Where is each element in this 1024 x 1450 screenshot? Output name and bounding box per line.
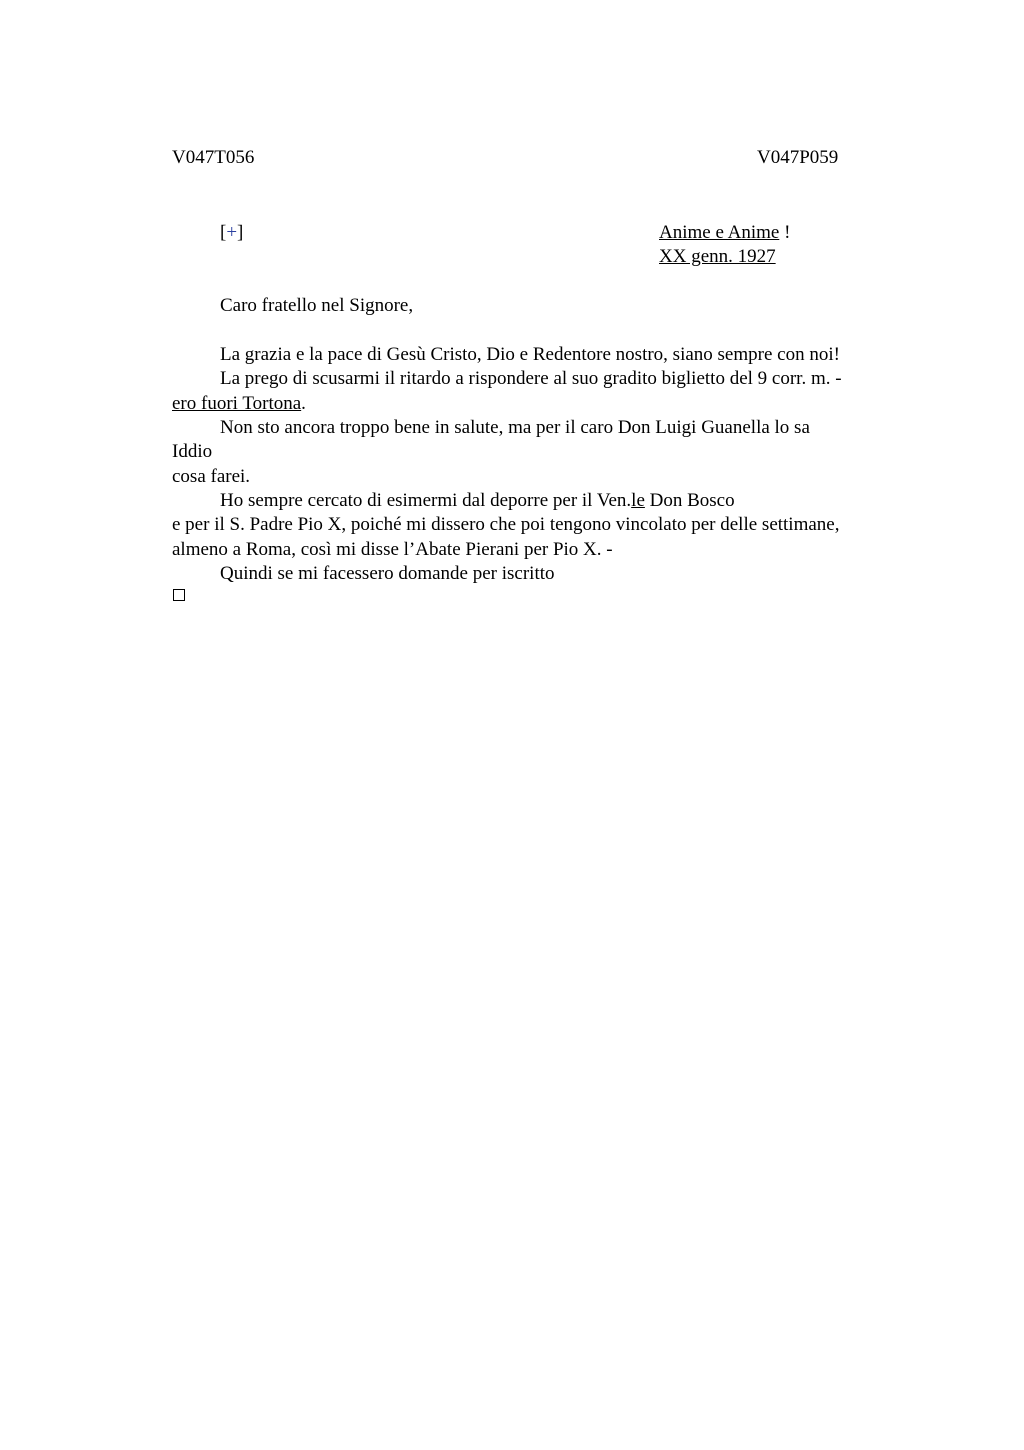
bracket-close: ] (237, 222, 244, 243)
paragraph-5-line-1: Quindi se mi facessero domande per iscritto (220, 563, 555, 584)
letter-title-suffix: ! (779, 222, 791, 243)
page-end-box-icon (173, 589, 185, 601)
paragraph-4-line-2: e per il S. Padre Pio X, poiché mi dissero che poi tengono vincolato per delle settimane, (172, 514, 840, 535)
cross-icon: + (226, 222, 238, 243)
letter-title-text: Anime e Anime (659, 222, 780, 243)
paragraph-1: La grazia e la pace di Gesù Cristo, Dio e Redentore nostro, siano sempre con noi! (220, 344, 840, 365)
salutation: Caro fratello nel Signore, (220, 295, 414, 316)
paragraph-4-line-3: almeno a Roma, così mi disse l’Abate Pierani per Pio X. - (172, 539, 613, 560)
paragraph-4-line-1 (220, 489, 735, 513)
abbreviation-superscript: le (631, 490, 645, 511)
document-code-right: V047P059 (757, 147, 839, 168)
period: . (301, 393, 306, 414)
underlined-phrase: ero fuori Tortona (172, 393, 302, 414)
letter-date: XX genn. 1927 (659, 246, 776, 267)
letter-title (659, 221, 790, 245)
document-code-left: V047T056 (172, 147, 255, 168)
paragraph-2-line-2 (172, 392, 306, 416)
paragraph-4-text-a: Ho sempre cercato di esimermi dal deporre per il Ven. (220, 490, 632, 511)
paragraph-3-line-3: cosa farei. (172, 466, 251, 487)
paragraph-4-text-b: Don Bosco (644, 490, 735, 511)
bracket-open: [ (220, 222, 227, 243)
cross-mark (220, 221, 243, 245)
paragraph-3-line-2: Iddio (172, 441, 213, 462)
paragraph-3-line-1: Non sto ancora troppo bene in salute, ma per il caro Don Luigi Guanella lo sa (220, 417, 810, 438)
paragraph-2-line-1: La prego di scusarmi il ritardo a rispondere al suo gradito biglietto del 9 corr. m. - (220, 368, 842, 389)
